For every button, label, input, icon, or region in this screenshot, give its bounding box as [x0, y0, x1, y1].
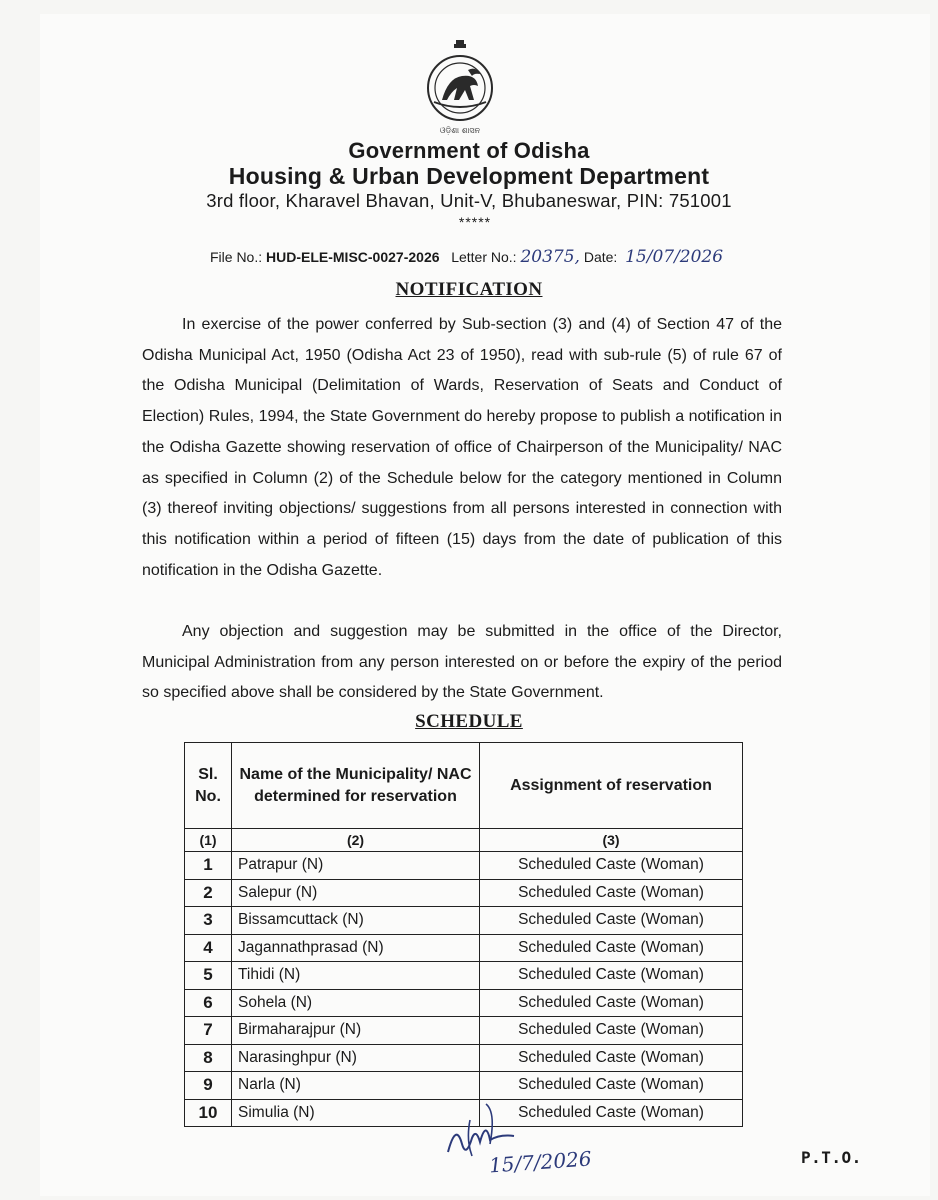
date-label: Date:	[583, 249, 618, 265]
assignment-cell: Scheduled Caste (Woman)	[480, 989, 743, 1017]
assignment-cell: Scheduled Caste (Woman)	[480, 1044, 743, 1072]
page-turn-over: P.T.O.	[801, 1148, 862, 1167]
header-assignment: Assignment of reservation	[480, 743, 743, 829]
government-heading: Government of Odisha	[348, 138, 590, 163]
schedule-title: SCHEDULE	[415, 711, 523, 732]
assignment-cell: Scheduled Caste (Woman)	[480, 852, 743, 880]
table-row	[185, 907, 743, 935]
letter-label: Letter No.:	[451, 249, 517, 265]
sl-cell: 5	[185, 962, 232, 990]
separator: *****	[458, 214, 492, 230]
municipality-cell: Simulia (N)	[232, 1099, 480, 1127]
municipality-cell: Salepur (N)	[232, 879, 480, 907]
municipality-cell: Sohela (N)	[232, 989, 480, 1017]
column-number: (2)	[232, 829, 480, 852]
municipality-cell: Jagannathprasad (N)	[232, 934, 480, 962]
notification-paragraph-1: In exercise of the power conferred by Sub-section (3) and (4) of Section 47 of the Odisha Municipal Act, 1950 (Odisha Act 23 of 1950), read with sub-rule (5) of rule 67 of the Odisha Municipal (Delimitation of Wards, Reservation of Seats and Conduct of Election) Rules, 1994, the State Government do hereby propose to publish a notification in the Odisha Gazette showing reservation of office of Chairperson of the Municipality/ NAC as specified in Column (2) of the Schedule below for the category mentioned in Column (3) thereof inviting objections/ suggestions from all persons interested in connection with this notification within a period of fifteen (15) days from the date of publication of this notification in the Odisha Gazette.	[142, 316, 782, 579]
notification-title: NOTIFICATION	[395, 279, 543, 300]
table-header-row	[185, 743, 743, 829]
table-row	[185, 879, 743, 907]
table-row	[185, 989, 743, 1017]
table-row	[185, 934, 743, 962]
department-heading: Housing & Urban Development Department	[228, 163, 710, 189]
assignment-cell: Scheduled Caste (Woman)	[480, 1017, 743, 1045]
municipality-cell: Narla (N)	[232, 1072, 480, 1100]
column-number: (1)	[185, 829, 232, 852]
municipality-cell: Tihidi (N)	[232, 962, 480, 990]
sl-cell: 4	[185, 934, 232, 962]
header-sl-no: Sl. No.	[185, 743, 232, 829]
sl-cell: 7	[185, 1017, 232, 1045]
assignment-cell: Scheduled Caste (Woman)	[480, 962, 743, 990]
odisha-emblem-icon	[414, 40, 506, 136]
sl-cell: 3	[185, 907, 232, 935]
municipality-cell: Patrapur (N)	[232, 852, 480, 880]
table-row	[185, 1017, 743, 1045]
municipality-cell: Bissamcuttack (N)	[232, 907, 480, 935]
assignment-cell: Scheduled Caste (Woman)	[480, 879, 743, 907]
file-reference-line	[210, 247, 723, 267]
column-number: (3)	[480, 829, 743, 852]
signature-date: 15/7/2026	[488, 1146, 593, 1178]
sl-cell: 2	[185, 879, 232, 907]
letter-date: 15/07/2026	[625, 247, 724, 267]
sl-cell: 6	[185, 989, 232, 1017]
table-row	[185, 1044, 743, 1072]
assignment-cell: Scheduled Caste (Woman)	[480, 907, 743, 935]
table-row	[185, 852, 743, 880]
sl-cell: 8	[185, 1044, 232, 1072]
sl-cell: 1	[185, 852, 232, 880]
assignment-cell: Scheduled Caste (Woman)	[480, 934, 743, 962]
sl-cell: 9	[185, 1072, 232, 1100]
table-row	[185, 1072, 743, 1100]
assignment-cell: Scheduled Caste (Woman)	[480, 1072, 743, 1100]
emblem-caption: ଓଡ଼ିଶା ଶାସନ	[439, 126, 481, 135]
municipality-cell: Narasinghpur (N)	[232, 1044, 480, 1072]
municipality-cell: Birmaharajpur (N)	[232, 1017, 480, 1045]
emblem-seal-icon	[414, 40, 506, 136]
table-row	[185, 962, 743, 990]
sl-cell: 10	[185, 1099, 232, 1127]
schedule-table	[184, 742, 743, 1127]
department-address: 3rd floor, Kharavel Bhavan, Unit-V, Bhubaneswar, PIN: 751001	[206, 190, 732, 211]
assignment-cell: Scheduled Caste (Woman)	[480, 1099, 743, 1127]
header-municipality: Name of the Municipality/ NAC determined for reservation	[232, 743, 480, 829]
column-number-row	[185, 829, 743, 852]
notification-paragraph-2: Any objection and suggestion may be submitted in the office of the Director, Municipal Administration from any person interested on or before the expiry of the period so specified above shall be considered by the State Government.	[142, 623, 782, 702]
letter-number: 20375,	[520, 247, 580, 267]
file-number: HUD-ELE-MISC-0027-2026	[266, 249, 440, 265]
file-label: File No.:	[210, 249, 263, 265]
